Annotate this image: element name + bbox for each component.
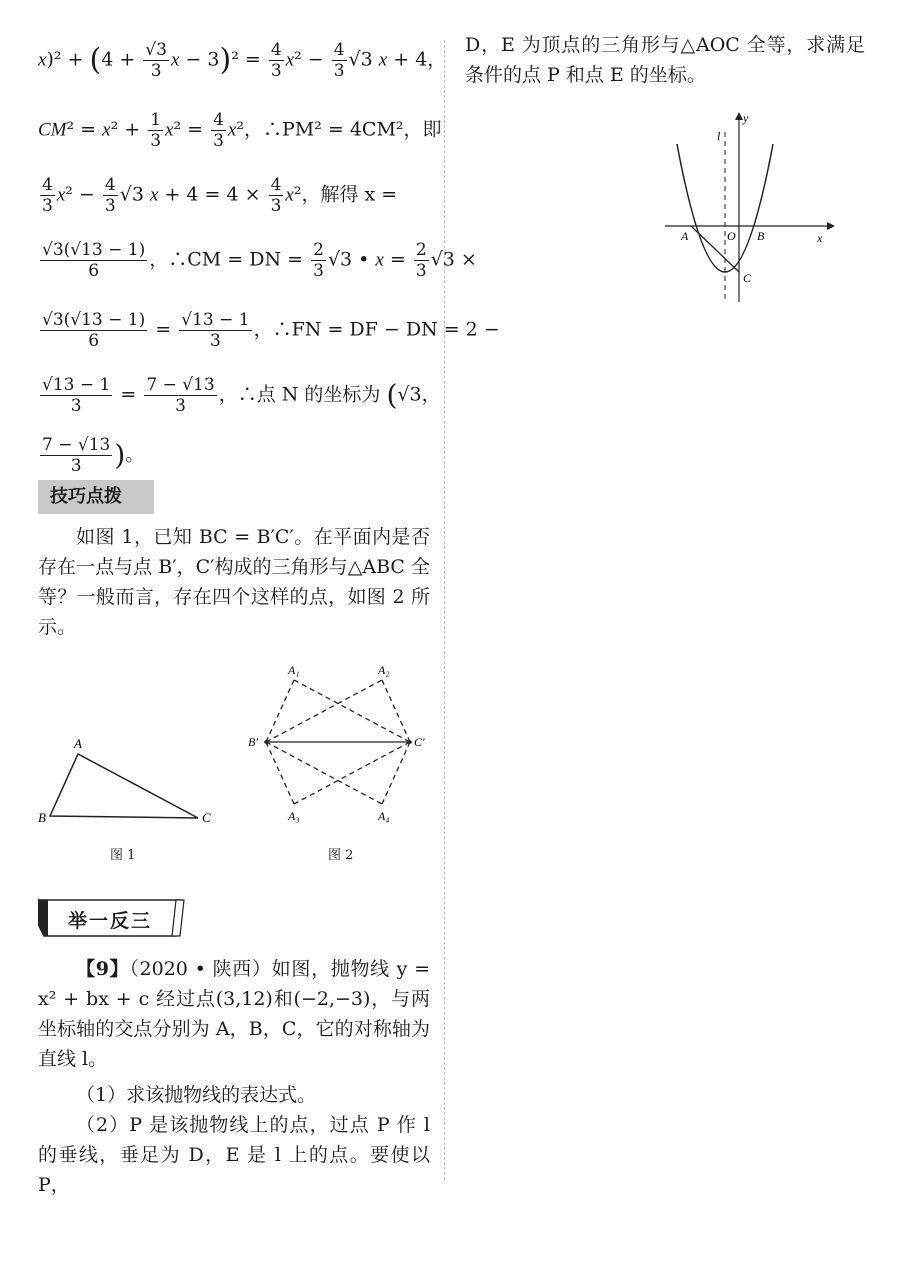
problem-part-1: （1）求该抛物线的表达式。 [76, 1084, 317, 1106]
fig2-label-c: C′ [414, 735, 425, 749]
y-axis-arrow [735, 112, 743, 120]
right-column [465, 30, 875, 285]
fig1-caption: 图 1 [110, 848, 136, 863]
problem-number: 【9】 [76, 958, 130, 980]
tips-header: 技巧点拨 [38, 480, 154, 514]
dash-a4-c [382, 742, 410, 804]
fig2-label-a4: A₄ [378, 809, 390, 823]
triangle-abc [50, 754, 198, 818]
tips-body: 如图 1，已知 BC = B′C′。在平面内是否存在一点与点 B′，C′构成的三角形与△ABC 全等？一般而言，存在四个这样的点，如图 2 所示。 [38, 526, 430, 638]
fig2-caption: 图 2 [328, 848, 354, 863]
derivation-line-2: CM² = x² + $\frac{1}{3}$ x² = $\frac{4}{3}$ x²，∴PM² = 4CM²，即 [38, 110, 442, 151]
graph-label-o: O [727, 229, 736, 243]
dash-b-a1 [266, 680, 294, 742]
fig1-label-c: C [202, 810, 211, 825]
graph-label-c: C [743, 271, 752, 285]
fig2-label-b: B′ [248, 735, 258, 749]
fig1-label-b: B [38, 810, 46, 825]
derivation-line-3: $\frac{4}{3}$ x² − $\frac{4}{3}$ √3 x + 4 = 4 × $\frac{4}{3}$ x²，解得 x = [42, 175, 398, 216]
graph-label-l: l [717, 129, 721, 143]
derivation-line-1: x)² + (4 + $\frac{√3}{3}$ x − 3)² = $\frac{4}{3}$ x² − $\frac{4}{3}$ √3 x + 4， [38, 40, 447, 81]
dash-b-a3 [266, 742, 294, 804]
problem-part-2-continued: D，E 为顶点的三角形与△AOC 全等，求满足条件的点 P 和点 E 的坐标。 [465, 34, 865, 86]
graph-label-x: x [817, 231, 823, 245]
problem-source: （2020 • 陕西） [129, 958, 272, 980]
graph-label-b: B [757, 229, 765, 243]
parabola-graph [661, 110, 841, 310]
section-banner-title: 举一反三 [68, 910, 153, 932]
x-axis-arrow [827, 222, 835, 230]
derivation-line-5: $\frac{√3(√13 - 1)}{6}$ = $\frac{√13 - 1}{3}$ ，∴FN = DF − DN = 2 − [42, 310, 500, 351]
dash-b-a2 [266, 680, 382, 742]
dash-b-a4 [266, 742, 382, 804]
problem-intro-text: 如图，抛物线 y = x² + bx + c 经过点(3,12)和(−2,−3)，与两坐标轴的交点分别为 A，B，C，它的对称轴为直线 l。 [38, 958, 431, 1070]
dash-a2-c [382, 680, 410, 742]
problem-part-2: （2）P 是该抛物线上的点，过点 P 作 l 的垂线，垂足为 D，E 是 l 上的点。要使以 P， [38, 1114, 430, 1196]
dash-a3-c [294, 742, 410, 804]
figure-2-hexagon [248, 662, 438, 832]
figure-1-triangle [38, 730, 228, 860]
graph-label-a: A [681, 229, 689, 243]
fig1-label-a: A [74, 736, 82, 751]
fig2-label-a1: A₁ [288, 663, 300, 677]
fig2-label-a3: A₃ [288, 809, 300, 823]
dash-a1-c [294, 680, 410, 742]
problem-intro [38, 954, 430, 1074]
graph-label-y: y [743, 111, 749, 125]
fig2-label-a2: A₂ [378, 663, 390, 677]
column-divider [444, 40, 445, 1180]
derivation-line-6: $\frac{√13 - 1}{3}$ = $\frac{7 - √13}{3}$ ，∴点 N 的坐标为 (√3， [42, 375, 441, 416]
derivation-line-7: $\frac{7 - √13}{3}$ )。 [42, 435, 145, 476]
derivation-line-4: $\frac{√3(√13 - 1)}{6}$ ，∴CM = DN = $\frac{2}{3}$ √3 • x = $\frac{2}{3}$ √3 × [42, 240, 477, 281]
